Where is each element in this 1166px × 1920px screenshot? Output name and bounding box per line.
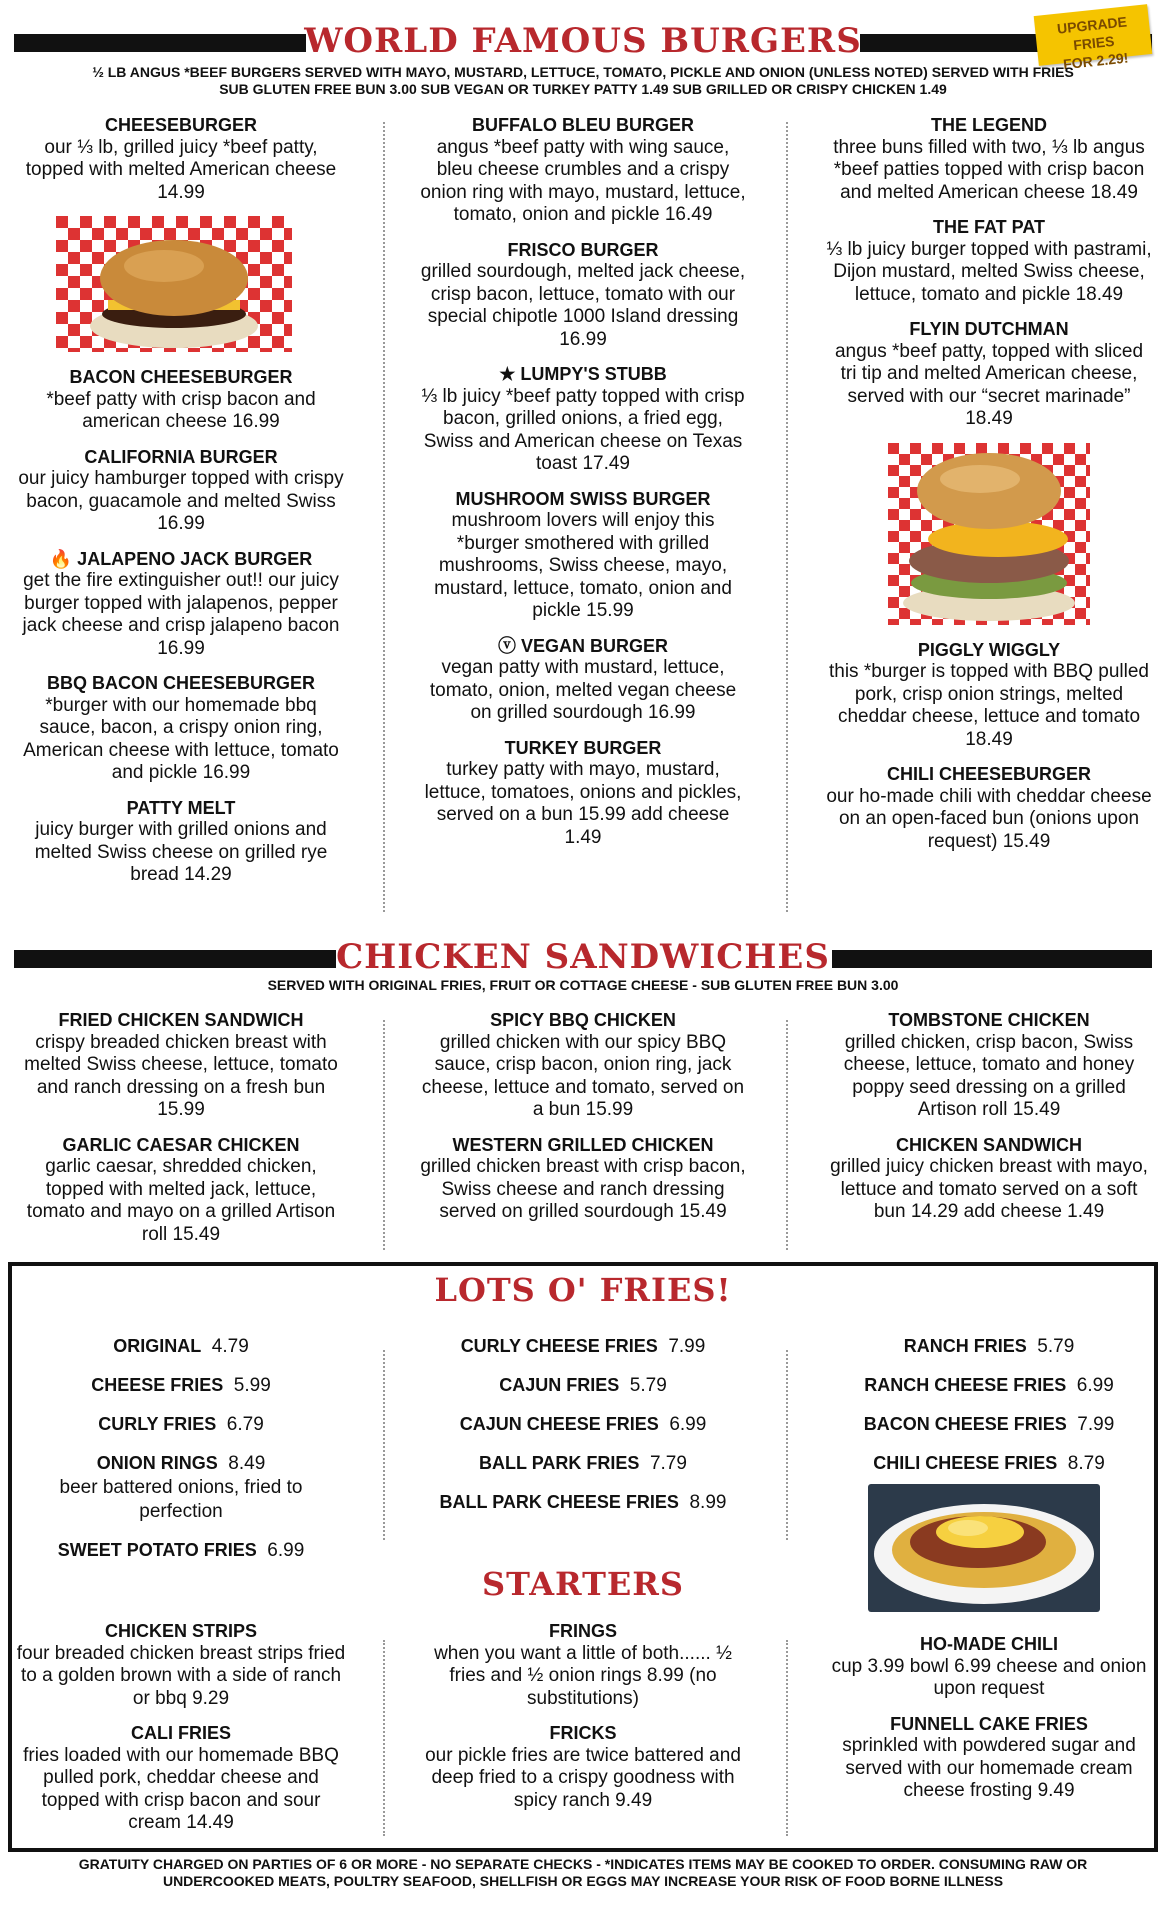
footer-line-1: GRATUITY CHARGED ON PARTIES OF 6 OR MORE - NO SEPARATE CHECKS - *INDICATES ITEMS MAY BE COOKED TO ORDER. CONSUMING RAW OR — [78, 1856, 1088, 1872]
menu-item — [418, 1451, 748, 1476]
starters-col-2 — [418, 1620, 748, 1824]
item-name: CHEESE FRIES — [91, 1375, 224, 1395]
item-name: BALL PARK CHEESE FRIES — [439, 1492, 679, 1512]
menu-item — [18, 1373, 344, 1398]
item-name: TURKEY BURGER — [504, 737, 662, 758]
item-name: BUFFALO BLEU BURGER — [472, 115, 694, 135]
item-price: 8.99 — [689, 1492, 727, 1513]
item-name: PATTY MELT — [126, 797, 236, 818]
item-name: FRIED CHICKEN SANDWICH — [58, 1010, 304, 1030]
badge-line-2: FOR 2.29! — [1062, 49, 1130, 73]
tri-tip-burger-photo — [888, 443, 1090, 625]
starters-divider-1 — [383, 1640, 385, 1836]
item-name: CURLY CHEESE FRIES — [460, 1336, 658, 1356]
menu-item — [418, 239, 748, 352]
menu-item — [18, 1009, 344, 1122]
item-price: 4.79 — [211, 1336, 249, 1357]
menu-item — [18, 548, 344, 661]
menu-item — [418, 1490, 748, 1515]
chicken-col-2 — [418, 1009, 748, 1236]
menu-item — [418, 1334, 748, 1359]
item-desc: four breaded chicken breast strips fried to a golden brown with a side of ranch or bbq 9.29 — [16, 1642, 346, 1709]
item-desc: ⅓ lb juicy *beef patty topped with crisp bacon, grilled onions, a fried egg, Swiss and American cheese on Texas toast 17.49 — [421, 385, 745, 474]
item-name: BACON CHEESE FRIES — [863, 1414, 1067, 1434]
burgers-col-3 — [826, 114, 1152, 865]
item-name: GARLIC CAESAR CHICKEN — [62, 1134, 300, 1155]
burgers-note-line-2: SUB GLUTEN FREE BUN 3.00 SUB VEGAN OR TURKEY PATTY 1.49 SUB GRILLED OR CRISPY CHICKEN 1.49 — [219, 81, 947, 97]
item-name: ⓥ VEGAN BURGER — [497, 635, 668, 656]
menu-item — [826, 1134, 1152, 1224]
item-name: CHILI CHEESEBURGER — [886, 764, 1092, 784]
item-desc: when you want a little of both...... ½ fries and ½ onion rings 8.99 (no substitutions) — [434, 1642, 732, 1709]
fries-divider-2 — [786, 1350, 788, 1540]
item-desc: sprinkled with powdered sugar and served with our homemade cream cheese frosting 9.49 — [842, 1735, 1136, 1801]
item-name: CHILI CHEESE FRIES — [873, 1453, 1058, 1473]
chicken-title: CHICKEN SANDWICHES — [336, 937, 830, 977]
item-desc: garlic caesar, shredded chicken, topped with melted jack, lettuce, tomato and mayo on a grilled Artison roll 15.49 — [26, 1156, 336, 1245]
burgers-note-line-1: ½ LB ANGUS *BEEF BURGERS SERVED WITH MAYO, MUSTARD, LETTUCE, TOMATO, PICKLE AND ONION (UNLESS NOTED) SERVED WITH FRIES — [92, 64, 1074, 80]
item-price: 6.99 — [1076, 1375, 1114, 1396]
item-desc: turkey patty with mayo, mustard, lettuce, tomatoes, onions and pickles, served on a bun 15.99 add cheese 1.49 — [424, 759, 742, 848]
fries-divider-1 — [383, 1350, 385, 1540]
item-name: THE LEGEND — [930, 115, 1047, 135]
menu-item — [418, 1373, 748, 1398]
menu-item — [826, 1633, 1152, 1701]
item-desc: get the fire extinguisher out!! our juicy burger topped with jalapenos, pepper jack cheese and crisp jalapeno bacon 16.99 — [22, 570, 340, 659]
menu-item — [826, 216, 1152, 306]
menu-item — [418, 114, 748, 227]
starters-title: STARTERS — [482, 1565, 684, 1603]
menu-item — [826, 1451, 1152, 1476]
footer-line-2: UNDERCOOKED MEATS, POULTRY SEAFOOD, SHELLFISH OR EGGS MAY INCREASE YOUR RISK OF FOOD BORNE ILLNESS — [162, 1873, 1004, 1889]
menu-item — [418, 635, 748, 725]
item-desc: our ⅓ lb, grilled juicy *beef patty, topped with melted American cheese 14.99 — [25, 136, 337, 203]
menu-item — [826, 1713, 1152, 1803]
item-name: FRISCO BURGER — [507, 239, 659, 260]
burgers-col-2 — [418, 114, 748, 861]
item-price: 5.79 — [1037, 1336, 1075, 1357]
upgrade-fries-badge — [1034, 4, 1153, 73]
menu-item — [826, 318, 1152, 431]
item-price: 5.79 — [629, 1375, 667, 1396]
item-desc: our juicy hamburger topped with crispy bacon, guacamole and melted Swiss 16.99 — [18, 468, 344, 534]
chicken-divider-2 — [786, 1020, 788, 1250]
item-desc: angus *beef patty with wing sauce, bleu cheese crumbles and a crispy onion ring with mayo, mustard, lettuce, tomato, onion and pickle 16.49 — [420, 136, 746, 225]
menu-item — [826, 1009, 1152, 1122]
item-name: BALL PARK FRIES — [479, 1453, 640, 1473]
item-desc: *burger with our homemade bbq sauce, bacon, a crispy onion ring, American cheese with lettuce, tomato and pickle 16.99 — [23, 694, 339, 783]
fries-col-2 — [418, 1334, 748, 1529]
item-name: CALIFORNIA BURGER — [84, 446, 278, 467]
menu-item — [826, 1334, 1152, 1359]
item-price: 6.99 — [669, 1414, 707, 1435]
menu-item — [418, 1722, 748, 1812]
chicken-heading — [0, 936, 1166, 976]
item-name: SPICY BBQ CHICKEN — [490, 1010, 676, 1030]
chicken-col-3 — [826, 1009, 1152, 1236]
footer-disclaimer — [0, 1856, 1166, 1890]
burgers-divider-2 — [786, 122, 788, 912]
item-name: MUSHROOM SWISS BURGER — [455, 488, 711, 509]
item-price: 7.99 — [668, 1336, 706, 1357]
menu-item — [418, 488, 748, 623]
item-name: BBQ BACON CHEESEBURGER — [46, 673, 316, 693]
item-name: BACON CHEESEBURGER — [69, 367, 293, 387]
chicken-divider-1 — [383, 1020, 385, 1250]
item-desc: *beef patty with crisp bacon and american cheese 16.99 — [46, 388, 316, 432]
item-price: 6.79 — [226, 1414, 264, 1435]
item-name: FRICKS — [549, 1723, 617, 1743]
burgers-heading — [0, 20, 1166, 60]
item-name: RANCH CHEESE FRIES — [864, 1375, 1067, 1395]
item-name: WESTERN GRILLED CHICKEN — [452, 1134, 714, 1155]
starters-divider-2 — [786, 1640, 788, 1836]
menu-item — [418, 1620, 748, 1710]
item-price: 7.79 — [649, 1453, 687, 1474]
item-name: SWEET POTATO FRIES — [57, 1540, 257, 1560]
menu-item — [826, 1373, 1152, 1398]
item-price: 6.99 — [267, 1540, 305, 1561]
item-desc: grilled sourdough, melted jack cheese, crisp bacon, lettuce, tomato with our special chipotle 1000 Island dressing 16.99 — [420, 261, 746, 350]
menu-item — [18, 672, 344, 785]
menu-item — [18, 1334, 344, 1359]
menu-item — [18, 366, 344, 434]
item-desc: mushroom lovers will enjoy this *burger smothered with grilled mushrooms, Swiss cheese, mayo, mustard, lettuce, tomato, onion and pickle 15.99 — [434, 510, 732, 621]
burgers-note — [0, 64, 1166, 98]
menu-item — [826, 639, 1152, 752]
item-desc: this *burger is topped with BBQ pulled pork, crisp onion strings, melted cheddar cheese, lettuce and tomato 18.49 — [828, 661, 1149, 750]
item-desc: ⅓ lb juicy burger topped with pastrami, Dijon mustard, melted Swiss cheese, lettuce, tomato and pickle 18.49 — [826, 238, 1152, 305]
cheeseburger-photo — [56, 216, 292, 352]
menu-item — [418, 737, 748, 850]
item-desc: grilled juicy chicken breast with mayo, lettuce and tomato served on a soft bun 14.29 add cheese 1.49 — [830, 1156, 1148, 1222]
item-desc: our pickle fries are twice battered and deep fried to a crispy goodness with spicy ranch 9.49 — [425, 1744, 741, 1811]
fries-title: LOTS O' FRIES! — [434, 1271, 732, 1309]
starters-col-1 — [14, 1620, 348, 1847]
burgers-title: WORLD FAMOUS BURGERS — [304, 21, 862, 61]
item-desc: vegan patty with mustard, lettuce, tomato, onion, melted vegan cheese on grilled sourdough 16.99 — [429, 657, 737, 723]
item-desc: grilled chicken with our spicy BBQ sauce, crisp bacon, onion ring, jack cheese, lettuce and tomato, served on a bun 15.99 — [421, 1031, 745, 1120]
burgers-col-1 — [18, 114, 344, 899]
item-name: ONION RINGS — [96, 1453, 218, 1473]
item-name: CHICKEN STRIPS — [104, 1621, 257, 1641]
burgers-divider-1 — [383, 122, 385, 912]
item-name: HO-MADE CHILI — [920, 1634, 1058, 1654]
menu-item — [18, 446, 344, 536]
menu-item — [826, 1412, 1152, 1437]
item-name: THE FAT PAT — [933, 217, 1045, 237]
item-desc: crispy breaded chicken breast with melted Swiss cheese, lettuce, tomato and ranch dressing on a fresh bun 15.99 — [24, 1031, 338, 1120]
fries-col-1 — [18, 1334, 344, 1577]
item-name: CHICKEN SANDWICH — [896, 1134, 1082, 1155]
fries-col-3 — [826, 1334, 1152, 1490]
item-name: ORIGINAL — [113, 1336, 202, 1356]
item-name: CAJUN CHEESE FRIES — [459, 1414, 659, 1434]
item-price: 8.79 — [1067, 1453, 1105, 1474]
menu-item — [14, 1620, 348, 1710]
item-price: 5.99 — [233, 1375, 271, 1396]
menu-item — [18, 1412, 344, 1437]
chicken-note: SERVED WITH ORIGINAL FRIES, FRUIT OR COTTAGE CHEESE - SUB GLUTEN FREE BUN 3.00 — [267, 977, 899, 993]
item-name: CHEESEBURGER — [104, 115, 258, 135]
menu-item — [18, 1451, 344, 1524]
menu-item — [18, 1134, 344, 1247]
item-name: ★ LUMPY'S STUBB — [499, 364, 667, 384]
menu-item — [826, 763, 1152, 853]
item-desc: grilled chicken breast with crisp bacon, Swiss cheese and ranch dressing served on grilled sourdough 15.49 — [420, 1156, 746, 1222]
item-desc: cup 3.99 bowl 6.99 cheese and onion upon request — [831, 1655, 1147, 1699]
item-name: PIGGLY WIGGLY — [917, 639, 1061, 660]
item-name: FLYIN DUTCHMAN — [909, 319, 1069, 339]
item-desc: juicy burger with grilled onions and melted Swiss cheese on grilled rye bread 14.29 — [34, 819, 328, 885]
item-price: 8.49 — [228, 1453, 266, 1474]
menu-item — [18, 1538, 344, 1563]
item-name: TOMBSTONE CHICKEN — [888, 1010, 1090, 1030]
item-desc: grilled chicken, crisp bacon, Swiss cheese, lettuce, tomato and honey poppy seed dressing on a grilled Artison roll 15.49 — [843, 1031, 1135, 1120]
item-name: CURLY FRIES — [98, 1414, 217, 1434]
item-name: CAJUN FRIES — [499, 1375, 620, 1395]
item-name: RANCH FRIES — [903, 1336, 1027, 1356]
item-name: FRINGS — [548, 1621, 617, 1641]
item-desc: beer battered onions, fried to perfection — [59, 1477, 303, 1522]
item-name: FUNNELL CAKE FRIES — [890, 1713, 1088, 1734]
badge-line-1: UPGRADE FRIES — [1056, 13, 1128, 54]
item-price: 7.99 — [1077, 1414, 1115, 1435]
chicken-col-1 — [18, 1009, 344, 1258]
menu-item — [418, 1134, 748, 1224]
menu-item — [418, 1412, 748, 1437]
item-desc: our ho-made chili with cheddar cheese on an open-faced bun (onions upon request) 15.49 — [826, 785, 1152, 852]
item-desc: fries loaded with our homemade BBQ pulled pork, cheddar cheese and topped with crisp bacon and sour cream 14.49 — [23, 1744, 339, 1833]
starters-col-3 — [826, 1633, 1152, 1815]
menu-item — [418, 1009, 748, 1122]
item-name: CALI FRIES — [130, 1723, 231, 1743]
menu-item — [826, 114, 1152, 204]
menu-item — [18, 114, 344, 204]
item-name: 🔥 JALAPENO JACK BURGER — [49, 548, 313, 569]
item-desc: three buns filled with two, ⅓ lb angus *beef patties topped with crisp bacon and melted American cheese 18.49 — [833, 136, 1145, 203]
menu-item — [418, 363, 748, 476]
item-desc: angus *beef patty, topped with sliced tri tip and melted American cheese, served with our “secret marinade” 18.49 — [834, 340, 1144, 429]
menu-item — [18, 797, 344, 887]
menu-item — [14, 1722, 348, 1835]
